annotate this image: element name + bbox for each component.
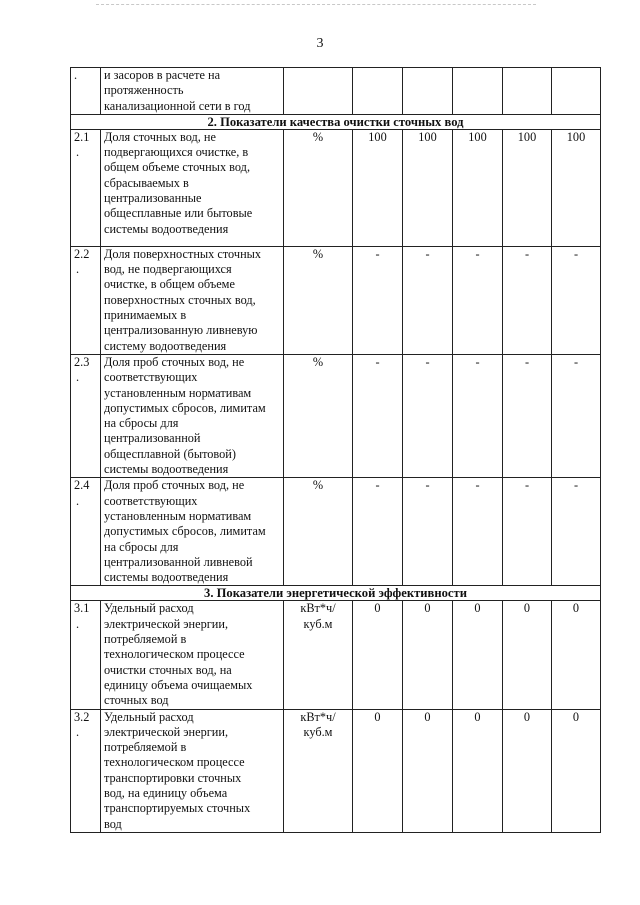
row-number: 3.2 bbox=[74, 709, 90, 724]
description-line: Доля сточных вод, не bbox=[104, 129, 216, 144]
description-line: Доля проб сточных вод, не bbox=[104, 478, 245, 493]
unit-cell bbox=[284, 601, 353, 709]
section-title: 2. Показатели качества очистки сточных вод bbox=[71, 114, 601, 129]
value-cell: 0 bbox=[552, 601, 601, 709]
description-line: Удельный расход bbox=[104, 601, 194, 616]
scan-top-mark bbox=[96, 4, 536, 6]
row-number: . bbox=[74, 68, 78, 82]
description-line: соответствующих bbox=[104, 493, 198, 508]
section-header-row bbox=[71, 114, 601, 129]
value-cell: 100 bbox=[552, 129, 601, 246]
description-line: потребляемой в bbox=[104, 632, 187, 647]
row-number: 2.3 bbox=[74, 354, 90, 369]
indicator-description bbox=[101, 68, 284, 115]
description-line: централизованные bbox=[104, 191, 202, 206]
value-cell: 0 bbox=[453, 601, 503, 709]
row-number-cell bbox=[71, 478, 101, 586]
value-cell: 100 bbox=[353, 129, 403, 246]
description-line: принимаемых в bbox=[104, 308, 187, 323]
row-number-cell bbox=[71, 601, 101, 709]
description-line: вод, на единицу объема bbox=[104, 785, 228, 800]
table-row bbox=[71, 478, 601, 586]
description-line: электрической энергии, bbox=[104, 724, 229, 739]
description-line: и засоров в расчете на bbox=[104, 68, 221, 82]
row-number: 3.1 bbox=[74, 601, 90, 616]
row-number-cell bbox=[71, 354, 101, 477]
unit-line: куб.м bbox=[303, 616, 333, 631]
description-line: сточных вод bbox=[104, 693, 169, 708]
row-number-dot: . bbox=[76, 370, 80, 385]
description-line: Доля поверхностных сточных bbox=[104, 246, 262, 261]
value-cell: 100 bbox=[453, 129, 503, 246]
description-line: общесплавные или бытовые bbox=[104, 206, 253, 221]
value-cell bbox=[552, 68, 601, 115]
unit-cell: % bbox=[284, 129, 353, 246]
value-cell: - bbox=[552, 246, 601, 354]
description-line: общесплавной (бытовой) bbox=[104, 446, 236, 461]
unit-line: кВт*ч/ bbox=[300, 709, 336, 724]
description-line: технологическом процессе bbox=[104, 755, 245, 770]
row-number: 2.4 bbox=[74, 478, 90, 493]
description-line: очистки сточных вод, на bbox=[104, 662, 232, 677]
value-cell: - bbox=[403, 478, 453, 586]
description-line: подвергающихся очистке, в bbox=[104, 145, 249, 160]
value-cell: - bbox=[453, 478, 503, 586]
row-number-dot: . bbox=[76, 493, 80, 508]
page-number: 3 bbox=[316, 36, 324, 51]
description-line: на сбросы для bbox=[104, 416, 179, 431]
description-line: Доля проб сточных вод, не bbox=[104, 354, 245, 369]
unit-cell bbox=[284, 68, 353, 115]
description-line: канализационной сети в год bbox=[104, 98, 251, 113]
description-line: транспортировки сточных bbox=[104, 770, 242, 785]
value-cell: 0 bbox=[403, 601, 453, 709]
value-cell: 100 bbox=[403, 129, 453, 246]
description-line: вод, не подвергающихся bbox=[104, 262, 232, 277]
value-cell: - bbox=[353, 246, 403, 354]
description-line: потребляемой в bbox=[104, 740, 187, 755]
value-cell: 0 bbox=[503, 709, 552, 832]
description-line: единицу объема очищаемых bbox=[104, 677, 253, 692]
unit-cell bbox=[284, 709, 353, 832]
unit-line: кВт*ч/ bbox=[300, 601, 336, 616]
value-cell: - bbox=[453, 246, 503, 354]
row-number-cell bbox=[71, 709, 101, 832]
value-cell: - bbox=[503, 246, 552, 354]
description-line: вод bbox=[104, 816, 122, 831]
unit-cell: % bbox=[284, 246, 353, 354]
row-number-dot: . bbox=[76, 262, 80, 277]
table-row bbox=[71, 129, 601, 246]
description-line: протяженность bbox=[104, 83, 184, 98]
description-line: допустимых сбросов, лимитам bbox=[104, 524, 266, 539]
table-row bbox=[71, 709, 601, 832]
value-cell: 100 bbox=[503, 129, 552, 246]
description-line: допустимых сбросов, лимитам bbox=[104, 400, 266, 415]
description-line: централизованную ливневую bbox=[104, 323, 258, 338]
indicators-table bbox=[70, 67, 601, 833]
row-number-cell bbox=[71, 68, 101, 115]
value-cell bbox=[453, 68, 503, 115]
indicator-description bbox=[101, 601, 284, 709]
description-line: централизованной bbox=[104, 431, 201, 446]
description-line: сбрасываемых в bbox=[104, 175, 189, 190]
description-line: соответствующих bbox=[104, 370, 198, 385]
description-line: систему водоотведения bbox=[104, 338, 227, 353]
row-number-dot: . bbox=[76, 145, 80, 160]
row-number-dot: . bbox=[76, 724, 80, 739]
unit-cell: % bbox=[284, 354, 353, 477]
description-line: системы водоотведения bbox=[104, 221, 229, 236]
indicator-description bbox=[101, 354, 284, 477]
unit-line: куб.м bbox=[303, 724, 333, 739]
section-title: 3. Показатели энергетической эффективности bbox=[71, 586, 601, 601]
description-line: системы водоотведения bbox=[104, 570, 229, 585]
table-row bbox=[71, 246, 601, 354]
value-cell bbox=[503, 68, 552, 115]
value-cell: - bbox=[552, 478, 601, 586]
description-line: системы водоотведения bbox=[104, 462, 229, 477]
value-cell: - bbox=[503, 478, 552, 586]
row-number: 2.1 bbox=[74, 129, 90, 144]
value-cell: - bbox=[353, 478, 403, 586]
description-line: общем объеме сточных вод, bbox=[104, 160, 251, 175]
section-header-row bbox=[71, 586, 601, 601]
description-line: централизованной ливневой bbox=[104, 554, 253, 569]
value-cell: 0 bbox=[403, 709, 453, 832]
indicator-description bbox=[101, 709, 284, 832]
table-row bbox=[71, 68, 601, 115]
description-line: очистке, в общем объеме bbox=[104, 277, 235, 292]
row-number-cell bbox=[71, 129, 101, 246]
value-cell: - bbox=[403, 246, 453, 354]
value-cell: 0 bbox=[353, 709, 403, 832]
row-number-cell bbox=[71, 246, 101, 354]
value-cell: - bbox=[453, 354, 503, 477]
description-line: поверхностных сточных вод, bbox=[104, 292, 256, 307]
table-body bbox=[71, 68, 601, 833]
value-cell: - bbox=[552, 354, 601, 477]
value-cell: 0 bbox=[552, 709, 601, 832]
value-cell: 0 bbox=[353, 601, 403, 709]
indicator-description bbox=[101, 129, 284, 246]
table-row bbox=[71, 354, 601, 477]
value-cell: - bbox=[403, 354, 453, 477]
value-cell: 0 bbox=[453, 709, 503, 832]
unit-cell: % bbox=[284, 478, 353, 586]
value-cell: - bbox=[353, 354, 403, 477]
value-cell: 0 bbox=[503, 601, 552, 709]
description-line: на сбросы для bbox=[104, 539, 179, 554]
indicator-description bbox=[101, 246, 284, 354]
table-row bbox=[71, 601, 601, 709]
value-cell bbox=[353, 68, 403, 115]
description-line: технологическом процессе bbox=[104, 647, 245, 662]
description-line: установленным нормативам bbox=[104, 508, 252, 523]
row-number-dot: . bbox=[76, 616, 80, 631]
value-cell: - bbox=[503, 354, 552, 477]
description-line: электрической энергии, bbox=[104, 616, 229, 631]
indicator-description bbox=[101, 478, 284, 586]
value-cell bbox=[403, 68, 453, 115]
description-line: установленным нормативам bbox=[104, 385, 252, 400]
description-line: Удельный расход bbox=[104, 709, 194, 724]
row-number: 2.2 bbox=[74, 246, 90, 261]
description-line: транспортируемых сточных bbox=[104, 801, 251, 816]
